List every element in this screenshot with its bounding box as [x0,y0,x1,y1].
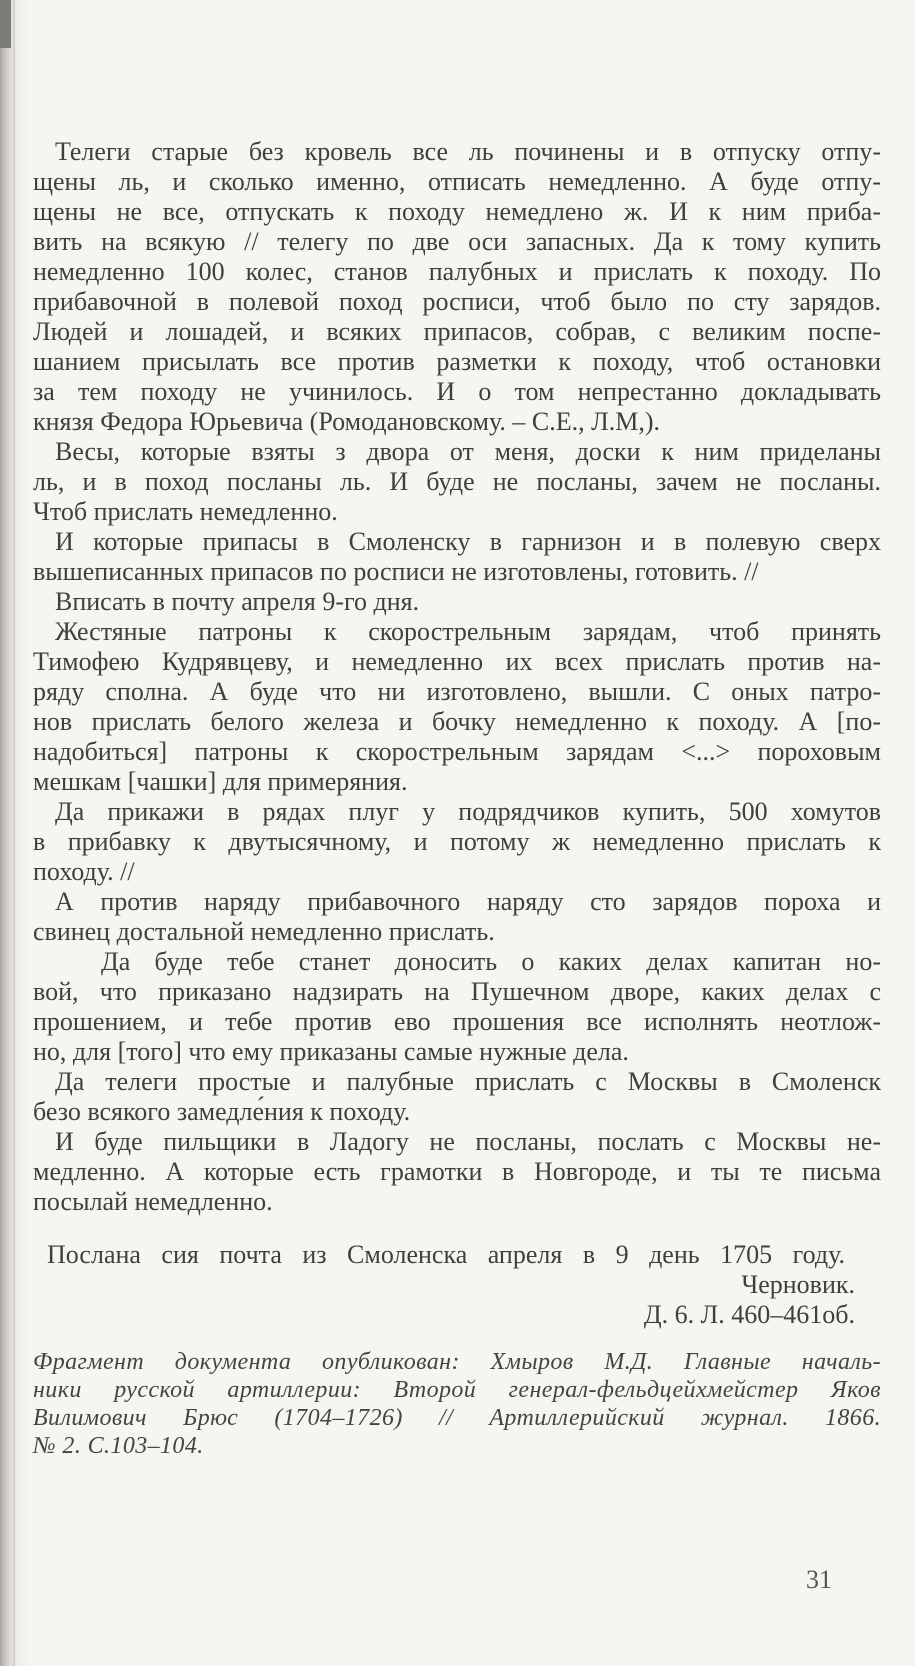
closing-block [33,1240,881,1330]
text-line: безо всякого замедле́ния к походу. [33,1097,411,1126]
citation-line: Вилимович Брюс (1704–1726) // Артиллерийский журнал. 1866. [33,1405,881,1431]
citation-line: Фрагмент документа опубликован: Хмыров М.Д. Главные началь- [33,1349,881,1375]
text-line: вой, что приказано надзирать на Пушечном дворе, каких делах с [33,977,881,1006]
text-line: но, для [того] что ему приказаны самые нужные дела. [33,1037,629,1066]
document-body [33,137,881,1460]
citation-block [33,1348,881,1460]
text-line: Весы, которые взяты з двора от меня, доски к ним приделаны [55,437,881,466]
text-line: ль, и в поход посланы ль. И буде не посланы, зачем не посланы. [33,467,881,496]
text-line: немедленно 100 колес, станов палубных и прислать к походу. По [33,257,881,286]
archive-reference: Д. 6. Л. 460–461об. [643,1300,855,1329]
text-line: мешкам [чашки] для примеряния. [33,767,408,796]
paragraph [33,887,881,947]
paragraph [33,797,881,887]
paragraph [33,587,881,617]
text-line: надобиться] патроны к скорострельным зарядам <...> пороховым [33,737,881,766]
text-line: за тем походу не учинилось. И о том непрестанно докладывать [33,377,881,406]
text-line: И буде пильщики в Ладогу не посланы, послать с Москвы не- [55,1127,881,1156]
text-line: нов прислать белого железа и бочку немедленно к походу. А [по- [33,707,881,736]
paragraph [33,947,881,1067]
text-line: медленно. А которые есть грамотки в Новгороде, и ты те письма [33,1157,881,1186]
text-line: посылай немедленно. [33,1187,273,1216]
paragraph [33,437,881,527]
binding-dark-mark [0,0,11,48]
text-line: походу. // [33,857,135,886]
text-line: Людей и лошадей, и всяких припасов, собрав, с великим поспе- [33,317,881,346]
text-line: свинец достальной немедленно прислать. [33,917,495,946]
text-line: Чтоб прислать немедленно. [33,497,338,526]
text-line: Да телеги простые и палубные прислать с Москвы в Смоленск [55,1067,881,1096]
citation-line: ники русской артиллерии: Второй генерал-фельдцейхмейстер Яков [33,1377,881,1403]
binding-seam-line [13,0,15,1666]
text-line: вить на всякую // телегу по две оси запасных. Да к тому купить [33,227,881,256]
text-line: Вписать в почту апреля 9-го дня. [55,587,420,616]
text-line: Телеги старые без кровель все ль починены и в отпуску отпу- [55,137,881,166]
paragraph [33,1127,881,1217]
text-line: И которые припасы в Смоленску в гарнизон и в полевую сверх [55,527,881,556]
paragraph [33,527,881,587]
paragraph [33,137,881,437]
text-line: ряду сполна. А буде что ни изготовлено, вышли. С оных патро- [33,677,881,706]
paragraph [33,617,881,797]
text-line: прошением, и тебе против ево прошения все исполнять неотлож- [33,1007,881,1036]
text-line: князя Федора Юрьевича (Ромодановскому. – С.Е., Л.М,). [33,407,660,436]
text-line: вышеписанных припасов по росписи не изготовлены, готовить. // [33,557,759,586]
citation-line: № 2. С.103–104. [33,1433,204,1459]
text-line: прибавочной в полевой поход росписи, чтоб было по сту зарядов. [33,287,881,316]
text-line: шанием присылать все против разметки к походу, чтоб остановки [33,347,881,376]
text-line: А против наряду прибавочного наряду сто зарядов пороха и [55,887,881,916]
draft-label: Черновик. [741,1270,855,1299]
text-line: щены ль, и сколько именно, отписать немедленно. А буде отпу- [33,167,881,196]
text-line: в прибавку к двутысячному, и потому ж немедленно прислать к [33,827,881,856]
page-number: 31 [806,1565,832,1594]
text-line: Жестяные патроны к скорострельным зарядам, чтоб принять [55,617,881,646]
text-line: щены не все, отпускать к походу немедлено ж. И к ним приба- [33,197,881,226]
text-line: Да буде тебе станет доносить о каких делах капитан но- [101,947,881,976]
text-line: Тимофею Кудрявцеву, и немедленно их всех прислать против на- [33,647,881,676]
text-line: Да прикажи в рядах плуг у подрядчиков купить, 500 хомутов [55,797,881,826]
closing-dateline: Послана сия почта из Смоленска апреля в 9 день 1705 году. [47,1240,845,1269]
paragraph [33,1067,881,1127]
